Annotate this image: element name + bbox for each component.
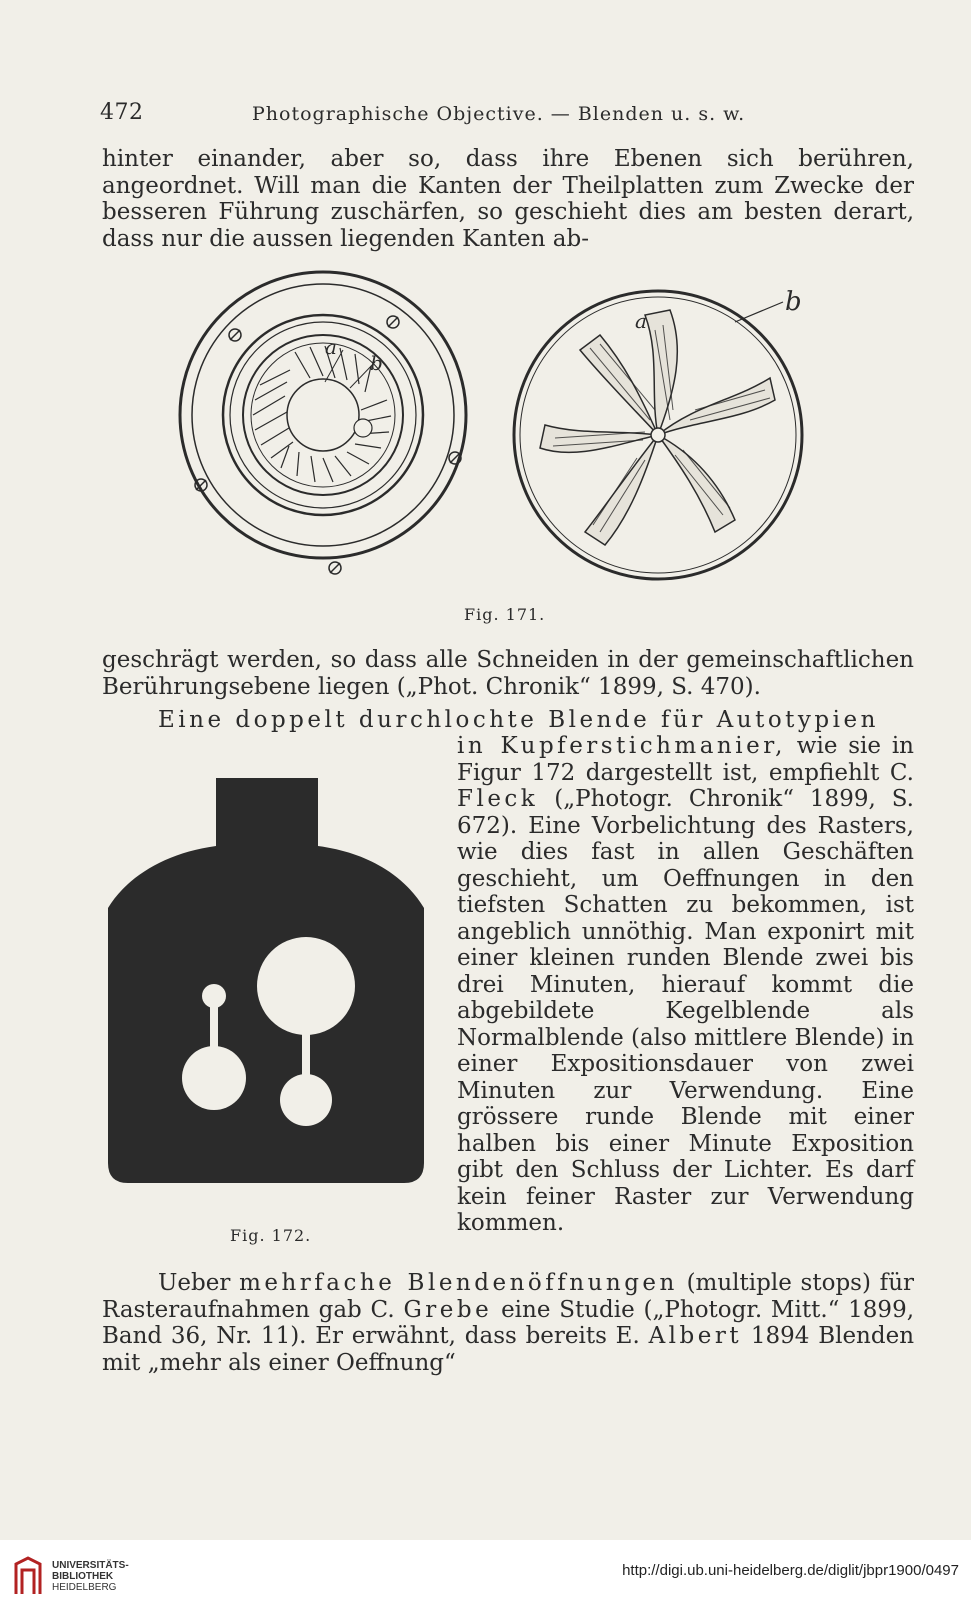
library-name-line-3: HEIDELBERG bbox=[52, 1582, 117, 1593]
figure-171-caption: Fig. 171. bbox=[464, 605, 546, 624]
paragraph-4-text-b: eine Studie („Photogr. Mitt.“ 1899, Band 36, Nr. 11). Er erwähnt, dass bereits E. bbox=[102, 1296, 915, 1349]
library-name-line-2: BIBLIOTHEK bbox=[52, 1571, 114, 1582]
figure-172-caption: Fig. 172. bbox=[230, 1226, 312, 1245]
paragraph-4-text-a: (multiple stops) für Rasteraufnahmen gab C. bbox=[102, 1270, 914, 1323]
figure-171-label-a-right: a bbox=[635, 309, 647, 333]
source-url[interactable]: http://digi.ub.uni-heidelberg.de/diglit/jbpr1900/0497 bbox=[622, 1562, 959, 1579]
figure-171-diaphragm-drawings bbox=[175, 270, 835, 590]
paragraph-3-lead-text: Eine doppelt durchlochte Blende für Autotypien bbox=[158, 707, 879, 733]
figure-172-double-perforated-stop bbox=[106, 778, 428, 1186]
paragraph-3-body bbox=[457, 733, 914, 1237]
paragraph-4-name-grebe: Grebe bbox=[403, 1296, 493, 1323]
paragraph-3-name-fleck: Fleck bbox=[457, 786, 539, 812]
paragraph-4-text-c: 1894 Blenden mit „mehr als einer Oeffnung“ bbox=[102, 1323, 915, 1376]
figure-171-label-b-left: b bbox=[370, 351, 383, 375]
library-logo-icon bbox=[12, 1554, 46, 1598]
paragraph-3-spaced-term: in Kupferstichmanier, bbox=[457, 733, 786, 759]
paragraph-1: hinter einander, aber so, dass ihre Ebenen sich berühren, angeordnet. Will man die Kanten der Theilplatten zum Zwecke der besseren Führung zuschärfen, so geschieht dies am besten derart, dass nur die aussen liegenden Kanten ab- bbox=[102, 146, 914, 252]
paragraph-4-spaced-term: mehrfache Blendenöffnungen bbox=[239, 1270, 678, 1296]
running-header bbox=[100, 100, 920, 130]
library-name-line-1: UNIVERSITÄTS- bbox=[52, 1560, 129, 1571]
page-number: 472 bbox=[100, 100, 144, 125]
paragraph-4 bbox=[102, 1270, 914, 1376]
paragraph-3-lead bbox=[158, 707, 914, 734]
figure-171-label-b-right: b bbox=[785, 287, 802, 317]
library-name bbox=[52, 1560, 129, 1593]
paragraph-4-name-albert: Albert bbox=[648, 1323, 743, 1349]
figure-171-label-a-left: a bbox=[325, 335, 337, 359]
paragraph-3-text-b: („Photogr. Chronik“ 1899, S. 672). Eine Vorbelichtung des Rasters, wie dies fast in allen Geschäften geschieht, um Oeffnungen in den tiefsten Schatten zu bekommen, ist angeblich unnöthig. Man exponirt mit einer kleinen runden Blende zwei bis drei Minuten, hierauf kommt die abgebildete Kegelblende als Normalblende (also mittlere Blende) in einer Expositionsdauer von zwei Minuten zur Verwendung. Eine grössere runde Blende mit einer halben bis einer Minute Exposition gibt den Schluss der Lichter. Es darf kein feiner Raster zur Verwendung kommen. bbox=[457, 786, 915, 1236]
paragraph-4-lead: Ueber bbox=[158, 1270, 231, 1296]
paragraph-2: geschrägt werden, so dass alle Schneiden in der gemeinschaftlichen Berührungsebene liegen („Phot. Chronik“ 1899, S. 470). bbox=[102, 647, 914, 700]
digitization-footer bbox=[0, 1540, 971, 1612]
paragraph-3-text-a: wie sie in Figur 172 dargestellt ist, empfiehlt C. bbox=[457, 733, 914, 786]
running-title: Photographische Objective. — Blenden u. s. w. bbox=[252, 103, 746, 125]
